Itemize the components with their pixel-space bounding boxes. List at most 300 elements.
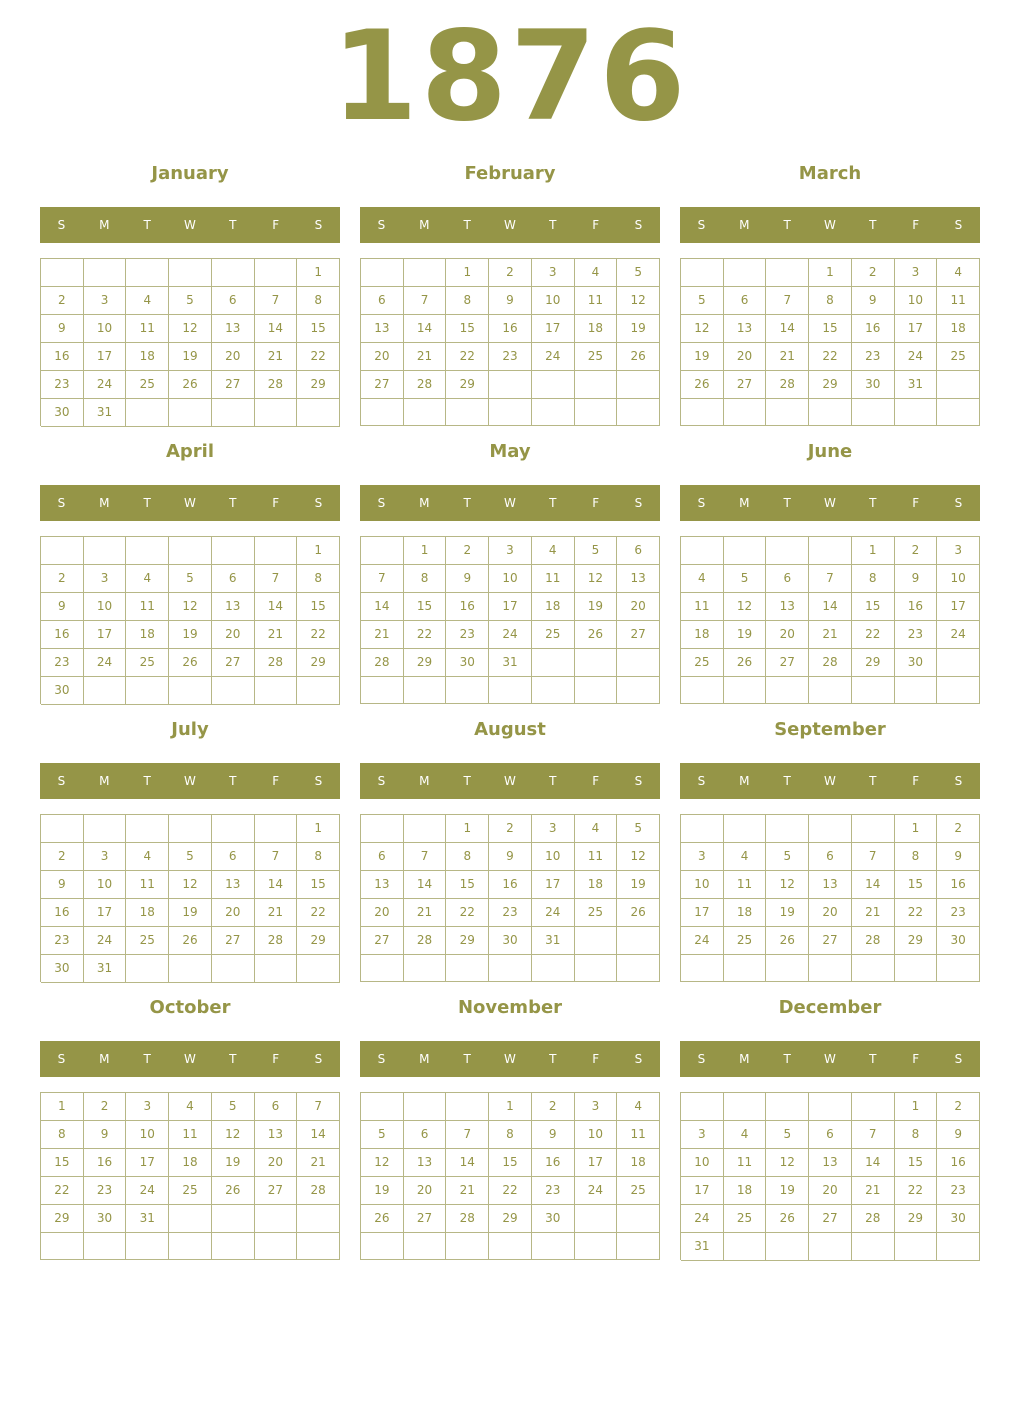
day-cell: 23 (489, 343, 532, 371)
empty-day-cell (361, 815, 404, 843)
day-cell: 29 (297, 371, 340, 399)
empty-day-cell (895, 677, 938, 704)
month-name: November (457, 997, 563, 1018)
day-cell: 4 (937, 259, 980, 287)
day-cell: 1 (297, 815, 340, 843)
day-cell: 15 (895, 871, 938, 899)
month-name: February (464, 163, 556, 184)
weekday-label: T (143, 774, 151, 788)
empty-day-cell (212, 815, 255, 843)
empty-day-cell (361, 1233, 404, 1260)
day-cell: 18 (169, 1149, 212, 1177)
day-cell: 18 (575, 315, 618, 343)
day-cell: 8 (446, 843, 489, 871)
empty-day-cell (126, 537, 169, 565)
day-cell: 19 (617, 315, 660, 343)
empty-day-cell (895, 955, 938, 982)
day-cell: 23 (937, 899, 980, 927)
day-cell: 15 (297, 871, 340, 899)
day-cell: 9 (489, 843, 532, 871)
day-cell: 6 (809, 843, 852, 871)
empty-day-cell (169, 1233, 212, 1260)
month-august (360, 718, 660, 986)
day-cell: 30 (489, 927, 532, 955)
empty-day-cell (575, 399, 618, 426)
weekday-label: S (57, 496, 66, 510)
day-cell: 4 (169, 1093, 212, 1121)
day-cell: 23 (41, 927, 84, 955)
day-cell: 29 (852, 649, 895, 677)
month-name: September (774, 719, 886, 740)
weekday-label: T (783, 1052, 791, 1066)
day-cell: 15 (404, 593, 447, 621)
day-cell: 19 (169, 899, 212, 927)
day-cell: 8 (297, 287, 340, 315)
empty-day-cell (575, 649, 618, 677)
empty-day-cell (766, 955, 809, 982)
empty-day-cell (681, 677, 724, 704)
empty-day-cell (809, 955, 852, 982)
weekday-header (680, 485, 980, 521)
empty-day-cell (766, 1093, 809, 1121)
empty-day-cell (255, 1205, 298, 1233)
weekday-label: T (463, 1052, 471, 1066)
day-cell: 20 (809, 1177, 852, 1205)
day-grid (680, 258, 980, 426)
day-cell: 10 (532, 287, 575, 315)
weekday-label: T (783, 218, 791, 232)
weekday-label: W (824, 1052, 836, 1066)
empty-day-cell (809, 677, 852, 704)
empty-day-cell (681, 399, 724, 426)
day-cell: 27 (212, 649, 255, 677)
day-cell: 7 (446, 1121, 489, 1149)
day-cell: 30 (41, 955, 84, 983)
day-grid (360, 536, 660, 704)
empty-day-cell (681, 537, 724, 565)
day-cell: 15 (489, 1149, 532, 1177)
empty-day-cell (84, 1233, 127, 1260)
day-cell: 4 (126, 565, 169, 593)
weekday-label: W (824, 496, 836, 510)
weekday-label: S (377, 496, 386, 510)
weekday-label: F (272, 774, 280, 788)
day-cell: 25 (169, 1177, 212, 1205)
weekday-label: F (912, 774, 920, 788)
empty-day-cell (404, 1093, 447, 1121)
day-cell: 22 (489, 1177, 532, 1205)
weekday-header (680, 207, 980, 243)
day-cell: 7 (404, 843, 447, 871)
empty-day-cell (809, 815, 852, 843)
day-cell: 4 (575, 259, 618, 287)
empty-day-cell (446, 677, 489, 704)
day-cell: 9 (446, 565, 489, 593)
day-cell: 4 (617, 1093, 660, 1121)
weekday-label: S (634, 218, 643, 232)
weekday-label: M (419, 1052, 430, 1066)
empty-day-cell (255, 677, 298, 705)
empty-day-cell (617, 371, 660, 399)
day-cell: 16 (489, 315, 532, 343)
empty-day-cell (532, 371, 575, 399)
day-cell: 20 (212, 343, 255, 371)
day-cell: 22 (895, 1177, 938, 1205)
empty-day-cell (446, 399, 489, 426)
empty-day-cell (766, 537, 809, 565)
empty-day-cell (617, 1233, 660, 1260)
day-cell: 6 (617, 537, 660, 565)
day-cell: 15 (297, 593, 340, 621)
day-cell: 21 (404, 899, 447, 927)
weekday-label: T (783, 496, 791, 510)
day-cell: 14 (255, 871, 298, 899)
day-cell: 26 (169, 927, 212, 955)
day-cell: 29 (404, 649, 447, 677)
day-cell: 30 (937, 927, 980, 955)
day-cell: 29 (489, 1205, 532, 1233)
day-cell: 25 (617, 1177, 660, 1205)
day-cell: 19 (169, 621, 212, 649)
day-cell: 11 (617, 1121, 660, 1149)
empty-day-cell (617, 649, 660, 677)
day-cell: 20 (766, 621, 809, 649)
day-cell: 2 (41, 565, 84, 593)
month-may (360, 440, 660, 708)
empty-day-cell (297, 1205, 340, 1233)
day-cell: 3 (895, 259, 938, 287)
day-cell: 8 (446, 287, 489, 315)
day-cell: 2 (532, 1093, 575, 1121)
empty-day-cell (489, 955, 532, 982)
weekday-label: T (143, 496, 151, 510)
weekday-label: S (634, 1052, 643, 1066)
day-cell: 5 (766, 843, 809, 871)
weekday-label: F (592, 218, 600, 232)
day-cell: 7 (255, 565, 298, 593)
month-name: January (151, 163, 229, 184)
day-cell: 25 (126, 927, 169, 955)
day-cell: 13 (404, 1149, 447, 1177)
day-cell: 11 (532, 565, 575, 593)
day-cell: 8 (41, 1121, 84, 1149)
day-cell: 10 (126, 1121, 169, 1149)
day-cell: 1 (446, 815, 489, 843)
empty-day-cell (532, 955, 575, 982)
empty-day-cell (126, 399, 169, 427)
day-cell: 1 (895, 815, 938, 843)
empty-day-cell (766, 815, 809, 843)
day-cell: 5 (724, 565, 767, 593)
day-cell: 14 (404, 871, 447, 899)
day-cell: 18 (575, 871, 618, 899)
empty-day-cell (404, 677, 447, 704)
empty-day-cell (169, 399, 212, 427)
day-cell: 13 (361, 315, 404, 343)
month-september (680, 718, 980, 986)
day-cell: 16 (446, 593, 489, 621)
day-cell: 26 (681, 371, 724, 399)
day-cell: 9 (852, 287, 895, 315)
day-cell: 25 (126, 649, 169, 677)
day-cell: 30 (41, 399, 84, 427)
day-cell: 23 (852, 343, 895, 371)
empty-day-cell (169, 815, 212, 843)
day-cell: 21 (255, 621, 298, 649)
day-cell: 22 (41, 1177, 84, 1205)
empty-day-cell (126, 677, 169, 705)
day-cell: 6 (255, 1093, 298, 1121)
day-cell: 28 (404, 371, 447, 399)
month-july (40, 718, 340, 986)
weekday-header (40, 1041, 340, 1077)
empty-day-cell (532, 677, 575, 704)
day-cell: 15 (852, 593, 895, 621)
day-cell: 10 (489, 565, 532, 593)
empty-day-cell (532, 399, 575, 426)
empty-day-cell (681, 955, 724, 982)
empty-day-cell (724, 677, 767, 704)
day-cell: 2 (41, 287, 84, 315)
day-grid (680, 536, 980, 704)
empty-day-cell (617, 399, 660, 426)
day-cell: 3 (681, 843, 724, 871)
weekday-header (40, 207, 340, 243)
day-cell: 1 (297, 259, 340, 287)
empty-day-cell (617, 677, 660, 704)
weekday-label: M (99, 218, 110, 232)
weekday-label: S (697, 496, 706, 510)
day-cell: 11 (169, 1121, 212, 1149)
month-june (680, 440, 980, 708)
empty-day-cell (212, 1205, 255, 1233)
day-cell: 20 (212, 621, 255, 649)
empty-day-cell (937, 371, 980, 399)
day-cell: 13 (617, 565, 660, 593)
day-cell: 6 (361, 843, 404, 871)
day-cell: 23 (84, 1177, 127, 1205)
day-cell: 3 (84, 843, 127, 871)
day-cell: 3 (575, 1093, 618, 1121)
day-cell: 11 (724, 871, 767, 899)
empty-day-cell (532, 1233, 575, 1260)
weekday-label: S (634, 496, 643, 510)
weekday-label: S (57, 774, 66, 788)
day-cell: 4 (126, 843, 169, 871)
weekday-label: F (912, 1052, 920, 1066)
empty-day-cell (404, 259, 447, 287)
weekday-header (680, 763, 980, 799)
weekday-label: M (739, 496, 750, 510)
weekday-header (360, 1041, 660, 1077)
day-cell: 20 (361, 343, 404, 371)
day-cell: 28 (852, 1205, 895, 1233)
day-cell: 31 (681, 1233, 724, 1261)
day-cell: 17 (84, 621, 127, 649)
day-cell: 17 (937, 593, 980, 621)
weekday-header (40, 763, 340, 799)
weekday-label: T (229, 1052, 237, 1066)
day-cell: 18 (126, 621, 169, 649)
month-february (360, 162, 660, 430)
day-cell: 6 (361, 287, 404, 315)
day-grid (680, 1092, 980, 1260)
month-name: April (165, 441, 215, 462)
weekday-label: S (954, 774, 963, 788)
day-cell: 12 (617, 287, 660, 315)
day-cell: 18 (724, 1177, 767, 1205)
day-cell: 1 (809, 259, 852, 287)
day-cell: 26 (766, 927, 809, 955)
weekday-label: W (504, 774, 516, 788)
day-cell: 27 (766, 649, 809, 677)
empty-day-cell (212, 677, 255, 705)
day-cell: 23 (895, 621, 938, 649)
day-cell: 17 (681, 1177, 724, 1205)
day-cell: 26 (212, 1177, 255, 1205)
day-cell: 24 (681, 927, 724, 955)
empty-day-cell (766, 259, 809, 287)
day-cell: 8 (489, 1121, 532, 1149)
empty-day-cell (852, 1233, 895, 1261)
day-cell: 24 (84, 371, 127, 399)
month-name: May (489, 441, 531, 462)
day-cell: 18 (532, 593, 575, 621)
day-grid (40, 258, 340, 426)
day-cell: 10 (681, 1149, 724, 1177)
day-cell: 29 (809, 371, 852, 399)
day-cell: 28 (404, 927, 447, 955)
weekday-label: T (143, 1052, 151, 1066)
day-cell: 2 (937, 815, 980, 843)
day-cell: 31 (895, 371, 938, 399)
empty-day-cell (169, 537, 212, 565)
weekday-label: F (912, 496, 920, 510)
day-grid (360, 258, 660, 426)
day-cell: 13 (724, 315, 767, 343)
day-cell: 5 (169, 565, 212, 593)
empty-day-cell (361, 259, 404, 287)
empty-day-cell (575, 1205, 618, 1233)
day-cell: 19 (212, 1149, 255, 1177)
day-cell: 30 (446, 649, 489, 677)
weekday-header (680, 1041, 980, 1077)
month-name: August (474, 719, 546, 740)
day-cell: 19 (617, 871, 660, 899)
weekday-label: T (229, 218, 237, 232)
weekday-label: S (377, 774, 386, 788)
day-cell: 27 (809, 1205, 852, 1233)
day-cell: 5 (617, 259, 660, 287)
day-cell: 10 (895, 287, 938, 315)
day-cell: 11 (126, 315, 169, 343)
day-cell: 30 (84, 1205, 127, 1233)
empty-day-cell (895, 399, 938, 426)
day-cell: 15 (41, 1149, 84, 1177)
empty-day-cell (937, 955, 980, 982)
day-cell: 5 (212, 1093, 255, 1121)
day-cell: 15 (297, 315, 340, 343)
day-cell: 21 (297, 1149, 340, 1177)
day-cell: 28 (766, 371, 809, 399)
day-cell: 21 (404, 343, 447, 371)
empty-day-cell (41, 1233, 84, 1260)
day-cell: 22 (446, 343, 489, 371)
day-cell: 28 (255, 927, 298, 955)
empty-day-cell (297, 399, 340, 427)
day-cell: 24 (532, 343, 575, 371)
day-cell: 8 (297, 565, 340, 593)
day-cell: 3 (937, 537, 980, 565)
empty-day-cell (84, 537, 127, 565)
day-cell: 17 (84, 899, 127, 927)
day-cell: 27 (809, 927, 852, 955)
weekday-label: F (592, 1052, 600, 1066)
day-cell: 19 (361, 1177, 404, 1205)
day-cell: 19 (681, 343, 724, 371)
day-cell: 6 (724, 287, 767, 315)
weekday-label: W (504, 218, 516, 232)
day-cell: 16 (41, 621, 84, 649)
day-cell: 13 (212, 871, 255, 899)
day-cell: 14 (852, 871, 895, 899)
day-cell: 10 (575, 1121, 618, 1149)
day-cell: 1 (489, 1093, 532, 1121)
day-cell: 20 (361, 899, 404, 927)
day-cell: 14 (255, 593, 298, 621)
weekday-label: M (419, 774, 430, 788)
weekday-label: T (549, 1052, 557, 1066)
day-cell: 3 (84, 287, 127, 315)
day-cell: 23 (937, 1177, 980, 1205)
empty-day-cell (126, 815, 169, 843)
weekday-label: T (229, 496, 237, 510)
month-name: July (171, 719, 209, 740)
day-cell: 15 (446, 871, 489, 899)
empty-day-cell (809, 1093, 852, 1121)
day-cell: 20 (809, 899, 852, 927)
day-cell: 31 (84, 399, 127, 427)
weekday-label: F (272, 218, 280, 232)
day-cell: 22 (297, 899, 340, 927)
day-cell: 3 (532, 815, 575, 843)
empty-day-cell (852, 815, 895, 843)
day-cell: 12 (617, 843, 660, 871)
day-cell: 18 (724, 899, 767, 927)
day-cell: 5 (575, 537, 618, 565)
empty-day-cell (404, 955, 447, 982)
empty-day-cell (446, 1093, 489, 1121)
day-cell: 8 (404, 565, 447, 593)
day-cell: 14 (404, 315, 447, 343)
empty-day-cell (724, 955, 767, 982)
day-cell: 21 (446, 1177, 489, 1205)
empty-day-cell (126, 955, 169, 983)
empty-day-cell (809, 1233, 852, 1261)
empty-day-cell (489, 371, 532, 399)
weekday-label: M (739, 218, 750, 232)
day-cell: 25 (724, 927, 767, 955)
day-cell: 10 (681, 871, 724, 899)
empty-day-cell (852, 955, 895, 982)
day-cell: 21 (809, 621, 852, 649)
weekday-label: T (463, 218, 471, 232)
empty-day-cell (937, 1233, 980, 1261)
weekday-label: W (504, 1052, 516, 1066)
empty-day-cell (724, 1233, 767, 1261)
day-cell: 28 (446, 1205, 489, 1233)
empty-day-cell (489, 677, 532, 704)
